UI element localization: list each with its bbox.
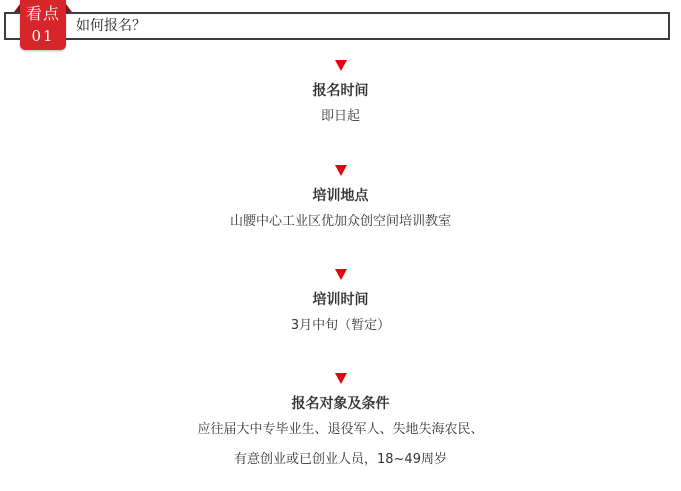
section-text: 有意创业或已创业人员，18~49周岁	[234, 452, 447, 467]
badge-label: 看点	[25, 4, 60, 23]
section-title: 培训地点	[312, 188, 369, 204]
section-registration-time	[0, 60, 681, 127]
section-training-location	[0, 165, 681, 232]
header-title: 如何报名？	[76, 18, 146, 34]
section-title: 培训时间	[312, 292, 369, 308]
section-text: 3月中旬（暂定）	[290, 318, 391, 333]
down-arrow-icon	[335, 60, 347, 71]
down-arrow-icon	[335, 269, 347, 280]
section-training-time	[0, 269, 681, 336]
badge	[20, 0, 66, 50]
section-text: 即日起	[320, 109, 360, 124]
down-arrow-icon	[335, 165, 347, 176]
down-arrow-icon	[335, 373, 347, 384]
section-title: 报名对象及条件	[291, 396, 390, 412]
section-eligibility	[0, 373, 681, 470]
section-text: 应往届大中专毕业生、退役军人、失地失海农民、	[197, 422, 484, 437]
badge-fold-right	[66, 4, 72, 12]
section-text: 山腰中心工业区优加众创空间培训教室	[229, 214, 451, 229]
badge-number: 01	[31, 27, 55, 45]
section-title: 报名时间	[312, 83, 369, 99]
